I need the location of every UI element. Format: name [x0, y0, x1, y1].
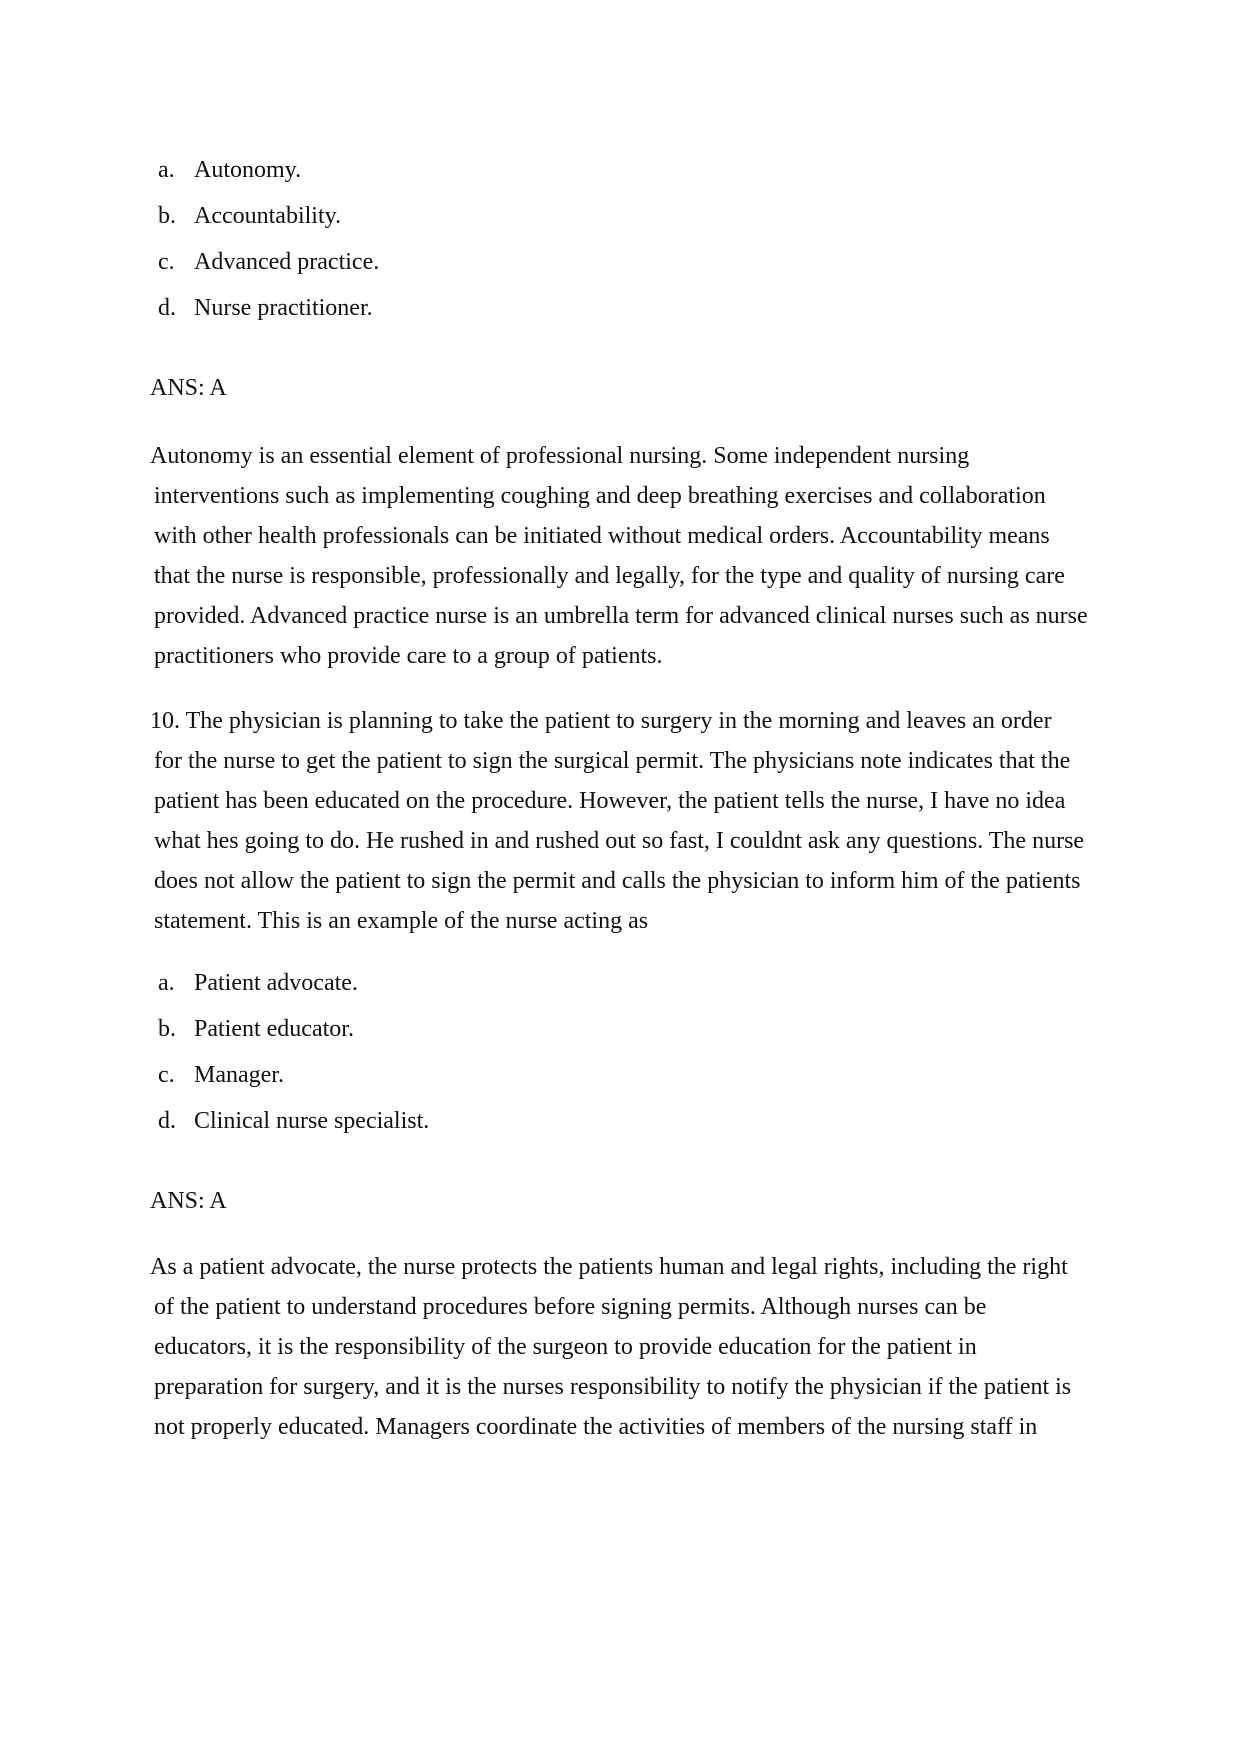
- option-letter: c.: [158, 1062, 175, 1088]
- q9-options: [158, 155, 379, 339]
- rationale-line: preparation for surgery, and it is the nurses responsibility to notify the physician if the patient is: [154, 1374, 1072, 1400]
- q10-rationale: [150, 1252, 1110, 1452]
- option-item: [158, 293, 379, 339]
- rationale-line: practitioners who provide care to a group of patients.: [154, 643, 663, 669]
- option-letter: b.: [158, 1016, 176, 1042]
- q10-options: [158, 968, 429, 1152]
- question-line: patient has been educated on the procedure. However, the patient tells the nurse, I have no idea: [154, 788, 1066, 814]
- option-text: Autonomy.: [194, 157, 302, 183]
- option-text: Accountability.: [194, 203, 342, 229]
- question-line: statement. This is an example of the nurse acting as: [154, 908, 649, 934]
- option-item: [158, 155, 379, 201]
- rationale-line: with other health professionals can be initiated without medical orders. Accountability means: [154, 523, 1050, 549]
- question-line: does not allow the patient to sign the permit and calls the physician to inform him of the patients: [154, 868, 1081, 894]
- option-text: Patient advocate.: [194, 970, 358, 996]
- rationale-line: educators, it is the responsibility of the surgeon to provide education for the patient in: [154, 1334, 977, 1360]
- question-line: for the nurse to get the patient to sign the surgical permit. The physicians note indicates that the: [154, 748, 1071, 774]
- rationale-line: As a patient advocate, the nurse protects the patients human and legal rights, including the right: [150, 1254, 1068, 1280]
- option-text: Nurse practitioner.: [194, 295, 373, 321]
- option-letter: c.: [158, 249, 175, 275]
- q10-answer: ANS: A: [150, 1188, 227, 1214]
- option-letter: b.: [158, 203, 176, 229]
- option-text: Patient educator.: [194, 1016, 354, 1042]
- q9-answer: ANS: A: [150, 375, 227, 401]
- rationale-line: that the nurse is responsible, professionally and legally, for the type and quality of nursing care: [154, 563, 1065, 589]
- question-line: what hes going to do. He rushed in and rushed out so fast, I couldnt ask any questions. The nurse: [154, 828, 1085, 854]
- question-line: 10. The physician is planning to take the patient to surgery in the morning and leaves an order: [150, 708, 1052, 734]
- q10-question: [150, 706, 1110, 946]
- option-text: Advanced practice.: [194, 249, 380, 275]
- q9-rationale: [150, 441, 1110, 681]
- option-letter: a.: [158, 970, 175, 996]
- option-item: [158, 201, 379, 247]
- option-letter: d.: [158, 1108, 176, 1134]
- rationale-line: not properly educated. Managers coordinate the activities of members of the nursing staff in: [154, 1414, 1038, 1440]
- option-item: [158, 1106, 429, 1152]
- option-item: [158, 968, 429, 1014]
- rationale-line: of the patient to understand procedures before signing permits. Although nurses can be: [154, 1294, 987, 1320]
- option-item: [158, 1014, 429, 1060]
- option-text: Manager.: [194, 1062, 284, 1088]
- rationale-line: Autonomy is an essential element of professional nursing. Some independent nursing: [150, 443, 970, 469]
- option-item: [158, 247, 379, 293]
- rationale-line: provided. Advanced practice nurse is an umbrella term for advanced clinical nurses such as nurse: [154, 603, 1088, 629]
- option-letter: a.: [158, 157, 175, 183]
- option-text: Clinical nurse specialist.: [194, 1108, 430, 1134]
- option-letter: d.: [158, 295, 176, 321]
- option-item: [158, 1060, 429, 1106]
- rationale-line: interventions such as implementing coughing and deep breathing exercises and collaboration: [154, 483, 1046, 509]
